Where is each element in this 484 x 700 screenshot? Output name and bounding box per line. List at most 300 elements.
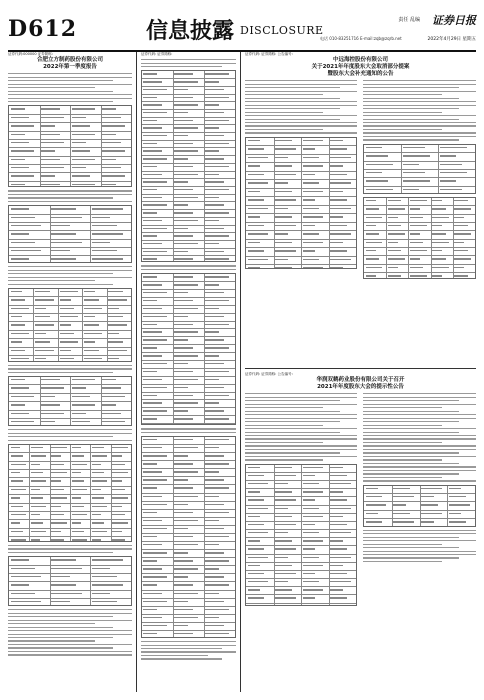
table-column-line [90,206,91,262]
table-row [364,162,475,170]
table-cell [143,174,162,175]
table-cell [248,140,260,141]
table-cell [143,463,157,464]
table-cell [11,217,35,218]
table-cell [330,491,342,492]
text-line [245,442,323,443]
table-cell [205,339,224,340]
text-line [363,122,476,123]
text-line [141,648,222,649]
table-cell [112,447,127,448]
table-cell [92,472,104,473]
table-cell [440,180,457,181]
table-row [142,156,235,164]
table-cell [108,341,123,342]
table-row [9,356,131,362]
table-cell [72,539,87,540]
table-cell [35,333,46,334]
table-cell [143,228,166,229]
table-cell [11,379,25,380]
text-line [245,112,323,113]
text-line [8,190,132,191]
table-cell [275,250,296,251]
table-cell [330,475,347,476]
table-cell [388,208,405,209]
table-cell [454,258,471,259]
table-cell [303,508,320,509]
table-cell [35,350,53,351]
table-cell [174,520,197,521]
text-line [363,452,459,453]
table-cell [143,89,166,90]
table-cell [143,512,157,513]
notice-title-line: 暨股东大会补充通知的公告 [327,71,394,77]
table-row [364,215,475,223]
table-cell [205,471,219,472]
table-cell [41,421,55,422]
table-cell [11,333,29,334]
table-cell [72,125,90,126]
section-title-en: DISCLOSURE [240,24,324,37]
table-cell [174,228,188,229]
text-line [8,429,132,430]
table-cell [205,512,228,513]
table-cell [330,157,351,158]
table-cell [330,174,347,175]
text-line [363,551,476,552]
table-cell [72,421,90,422]
table-cell [92,489,101,490]
table-cell [51,455,60,456]
data-table [363,144,476,194]
table-cell [41,413,64,414]
table-cell [174,220,197,221]
table-cell [205,135,224,136]
table-cell [410,258,420,259]
table-cell [366,217,383,218]
table-row [142,591,235,599]
table-cell [205,371,228,372]
table-cell [72,396,90,397]
table-cell [174,308,197,309]
table-row [9,215,131,223]
table-cell [174,347,193,348]
table-cell [366,155,388,156]
table-cell [143,617,162,618]
table-cell [330,259,351,260]
text-line [363,445,476,446]
table-cell [11,593,35,594]
table-cell [11,308,29,309]
table-cell [41,125,55,126]
table-cell [143,81,162,82]
table-cell [41,167,64,168]
table-cell [72,489,87,490]
table-cell [303,174,315,175]
text-line [363,442,442,443]
table-cell [248,216,260,217]
table-cell [205,308,219,309]
table-cell [205,496,219,497]
table-cell [205,127,219,128]
table-cell [11,250,42,251]
text-line [8,637,113,638]
text-line [245,418,357,419]
notice-title-line: 关于2021年年度股东大会取消部分提案 [311,64,410,70]
text-line [363,400,459,401]
text-line [141,645,236,646]
text-line [8,197,113,198]
table-column-line [40,106,41,186]
table-cell [92,576,116,577]
table-cell [432,242,449,243]
text-line [245,425,323,426]
text-line [8,284,113,285]
table-cell [143,189,157,190]
text-line [363,421,459,422]
table-column-line [70,106,71,186]
page-code: D612 [8,16,78,42]
table-cell [102,150,125,151]
table-cell [330,597,347,598]
text-block [8,73,132,102]
text-line [363,125,476,126]
table-cell [275,589,292,590]
table-cell [102,404,116,405]
table-row [9,574,131,582]
table-cell [143,584,157,585]
table-cell [174,609,193,610]
table-cell [174,496,197,497]
table-cell [11,387,29,388]
table-cell [112,455,121,456]
table-cell [303,165,324,166]
table-row [142,274,235,282]
table-cell [440,189,462,190]
table-cell [303,581,320,582]
text-line [245,393,357,394]
text-line [8,640,95,641]
table-column-line [401,145,402,193]
table-cell [432,225,442,226]
table-cell [248,589,260,590]
table-cell [174,120,193,121]
table-cell [205,395,228,396]
table-cell [432,275,442,276]
table-cell [35,299,53,300]
table-cell [84,316,95,317]
table-cell [143,371,157,372]
table-cell [303,233,320,234]
table-cell [11,117,29,118]
table-cell [143,560,157,561]
text-line [8,194,132,195]
table-row [142,118,235,126]
table-cell [51,522,66,523]
table-row [9,289,131,297]
table-column-line [58,289,59,361]
table-cell [248,540,260,541]
table-cell [205,150,219,151]
table-cell [92,584,123,585]
table-cell [92,539,101,540]
text-line [363,80,476,81]
table-cell [51,601,69,602]
table-cell [205,487,228,488]
table-column-line [329,465,330,605]
text-line [363,108,459,109]
table-cell [174,471,197,472]
text-line [245,125,357,126]
table-cell [51,242,82,243]
table-cell [393,521,414,522]
text-block [8,266,132,285]
table-cell [432,200,442,201]
text-line [8,280,95,281]
text-block [8,365,132,373]
table-cell [205,181,224,182]
table-cell [102,142,120,143]
table-cell [303,157,320,158]
table-cell [388,267,398,268]
text-line [8,548,132,549]
table-row [142,526,235,534]
table-row [142,377,235,385]
table-row [9,256,131,263]
table-cell [303,597,315,598]
table-cell [174,112,188,113]
contact-line: 电话 010-83251716 E-mail:zqb@zqrb.net [320,36,402,41]
table-cell [303,548,315,549]
text-line [245,105,357,106]
table-cell [403,164,420,165]
table-row [142,453,235,461]
table-row [364,198,475,206]
table-cell [143,609,157,610]
table-cell [205,447,219,448]
table-cell [205,609,228,610]
table-cell [330,467,342,468]
data-table [245,137,357,269]
table-cell [275,259,287,260]
table-cell [248,597,265,598]
table-cell [92,559,123,560]
table-cell [174,528,188,529]
table-cell [205,324,228,325]
income-statement-table [141,273,236,425]
table-column-line [33,289,34,361]
table-cell [303,524,315,525]
table-row [142,218,235,226]
table-cell [403,172,425,173]
table-row [142,71,235,79]
table-cell [330,140,342,141]
table-cell [92,464,101,465]
table-row [142,172,235,180]
table-cell [366,225,376,226]
table-cell [205,97,228,98]
table-cell [303,491,324,492]
table-row [364,231,475,239]
table-cell [31,506,46,507]
table-cell [92,455,107,456]
text-line [8,201,132,202]
table-cell [205,552,224,553]
text-line [363,470,476,471]
table-column-line [50,445,51,541]
table-cell [143,576,166,577]
table-column-line [301,138,302,268]
table-row [364,248,475,256]
text-line [363,557,459,558]
table-cell [205,228,224,229]
text-line [363,101,476,102]
table-cell [51,480,60,481]
table-cell [11,175,34,176]
table-cell [275,267,292,268]
table-row [142,393,235,401]
table-cell [303,557,320,558]
text-line [141,63,236,64]
table-cell [143,258,157,259]
table-row [142,623,235,631]
text-line [245,94,323,95]
table-cell [174,197,197,198]
table-cell [205,387,224,388]
table-cell [84,299,99,300]
text-line [8,94,132,95]
table-cell [275,475,296,476]
table-cell [330,532,351,533]
table-row [142,290,235,298]
table-cell [421,521,433,522]
table-cell [303,483,320,484]
table-cell [143,104,162,105]
table-cell [11,291,22,292]
table-cell [388,258,405,259]
table-cell [205,316,224,317]
text-line [141,428,236,429]
table-cell [143,158,166,159]
text-block [363,80,476,141]
table-cell [51,576,69,577]
table-cell [366,504,387,505]
table-cell [275,174,296,175]
table-cell [303,467,324,468]
table-cell [112,464,124,465]
data-table [363,197,476,279]
data-table [8,376,132,426]
text-line [8,436,113,437]
table-cell [275,148,296,149]
table-cell [205,455,224,456]
table-cell [275,573,296,574]
table-row [364,178,475,186]
table-cell [84,350,99,351]
table-cell [393,504,405,505]
table-cell [366,513,378,514]
table-cell [92,250,116,251]
table-cell [143,479,166,480]
table-cell [330,508,351,509]
table-cell [108,358,119,359]
table-cell [51,559,75,560]
table-cell [205,292,224,293]
table-row [142,424,235,425]
table-cell [440,147,468,148]
table-column-line [274,138,275,268]
table-row [364,206,475,214]
table-cell [92,531,107,532]
table-cell [11,531,23,532]
table-cell [35,308,46,309]
table-cell [143,251,166,252]
table-cell [102,421,125,422]
table-row [142,314,235,322]
table-cell [303,140,324,141]
table-row [142,461,235,469]
text-line [8,91,113,92]
text-line [245,87,340,88]
table-cell [174,150,197,151]
text-line [363,530,476,531]
text-line [363,414,476,415]
table-cell [174,127,197,128]
table-cell [330,165,342,166]
table-cell [275,225,296,226]
text-line [245,428,357,429]
table-cell [275,157,287,158]
table-cell [454,225,467,226]
table-cell [11,404,25,405]
table-cell [421,513,442,514]
table-cell [174,284,197,285]
table-cell [205,220,219,221]
table-cell [205,251,224,252]
table-row [142,574,235,582]
table-cell [174,455,188,456]
table-cell [35,316,50,317]
text-line [363,407,442,408]
table-cell [303,259,320,260]
table-cell [51,506,60,507]
text-line [245,449,357,450]
table-cell [92,497,104,498]
table-cell [72,387,86,388]
table-cell [102,125,125,126]
table-row [9,223,131,231]
table-cell [174,463,193,464]
table-cell [92,593,110,594]
text-line [8,273,113,274]
table-cell [248,267,260,268]
table-cell [92,522,104,523]
table-row [364,187,475,194]
table-row [142,437,235,445]
table-column-line [107,289,108,361]
table-cell [275,199,296,200]
table-row [142,187,235,195]
text-line [8,270,132,271]
text-block [8,609,132,656]
table-cell [248,499,265,500]
text-line [363,94,442,95]
table-row [142,599,235,607]
notice-divider [245,368,476,369]
table-cell [51,258,75,259]
table-cell [143,568,162,569]
table-cell [84,291,95,292]
